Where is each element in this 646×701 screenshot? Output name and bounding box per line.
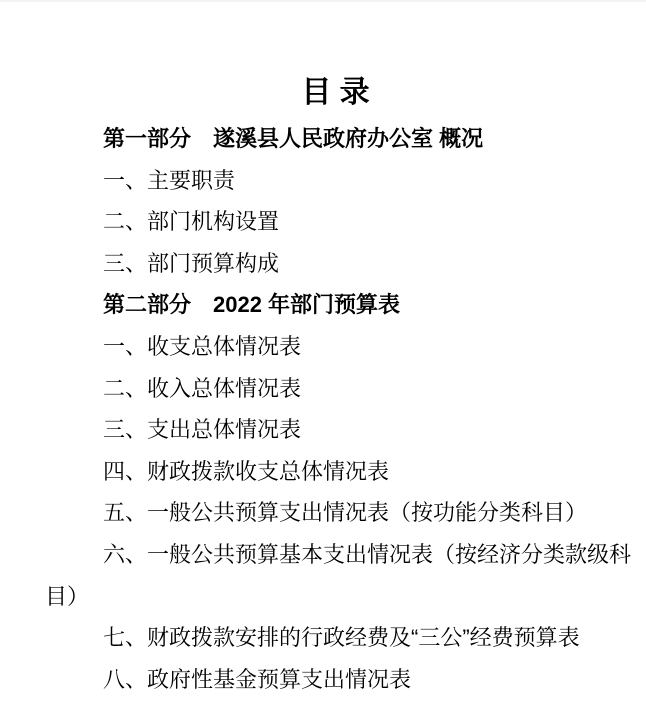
toc-entry: 六、一般公共预算基本支出情况表（按经济分类款级科目） (45, 541, 632, 609)
toc-section-2-heading: 第二部分 2022 年部门预算表 (103, 292, 401, 318)
toc-entry: 八、政府性基金预算支出情况表 (103, 666, 412, 692)
toc-entry: 五、一般公共预算支出情况表（按功能分类科目） (103, 500, 588, 526)
toc-entry: 七、财政拨款安排的行政经费及“三公”经费预算表 (103, 625, 580, 651)
toc-section-1-heading: 第一部分 遂溪县人民政府办公室 概况 (103, 126, 484, 151)
toc-entry: 一、主要职责 (103, 167, 236, 193)
document-page (0, 2, 646, 701)
toc-title: 目 录 (301, 76, 370, 109)
toc-entry: 二、收入总体情况表 (103, 375, 302, 401)
toc-entry: 一、收支总体情况表 (103, 333, 302, 359)
toc-entry: 三、支出总体情况表 (103, 417, 302, 443)
toc-entry: 三、部门预算构成 (103, 250, 280, 276)
toc-entry: 四、财政拨款收支总体情况表 (103, 458, 390, 484)
toc-entry: 二、部门机构设置 (103, 209, 280, 235)
